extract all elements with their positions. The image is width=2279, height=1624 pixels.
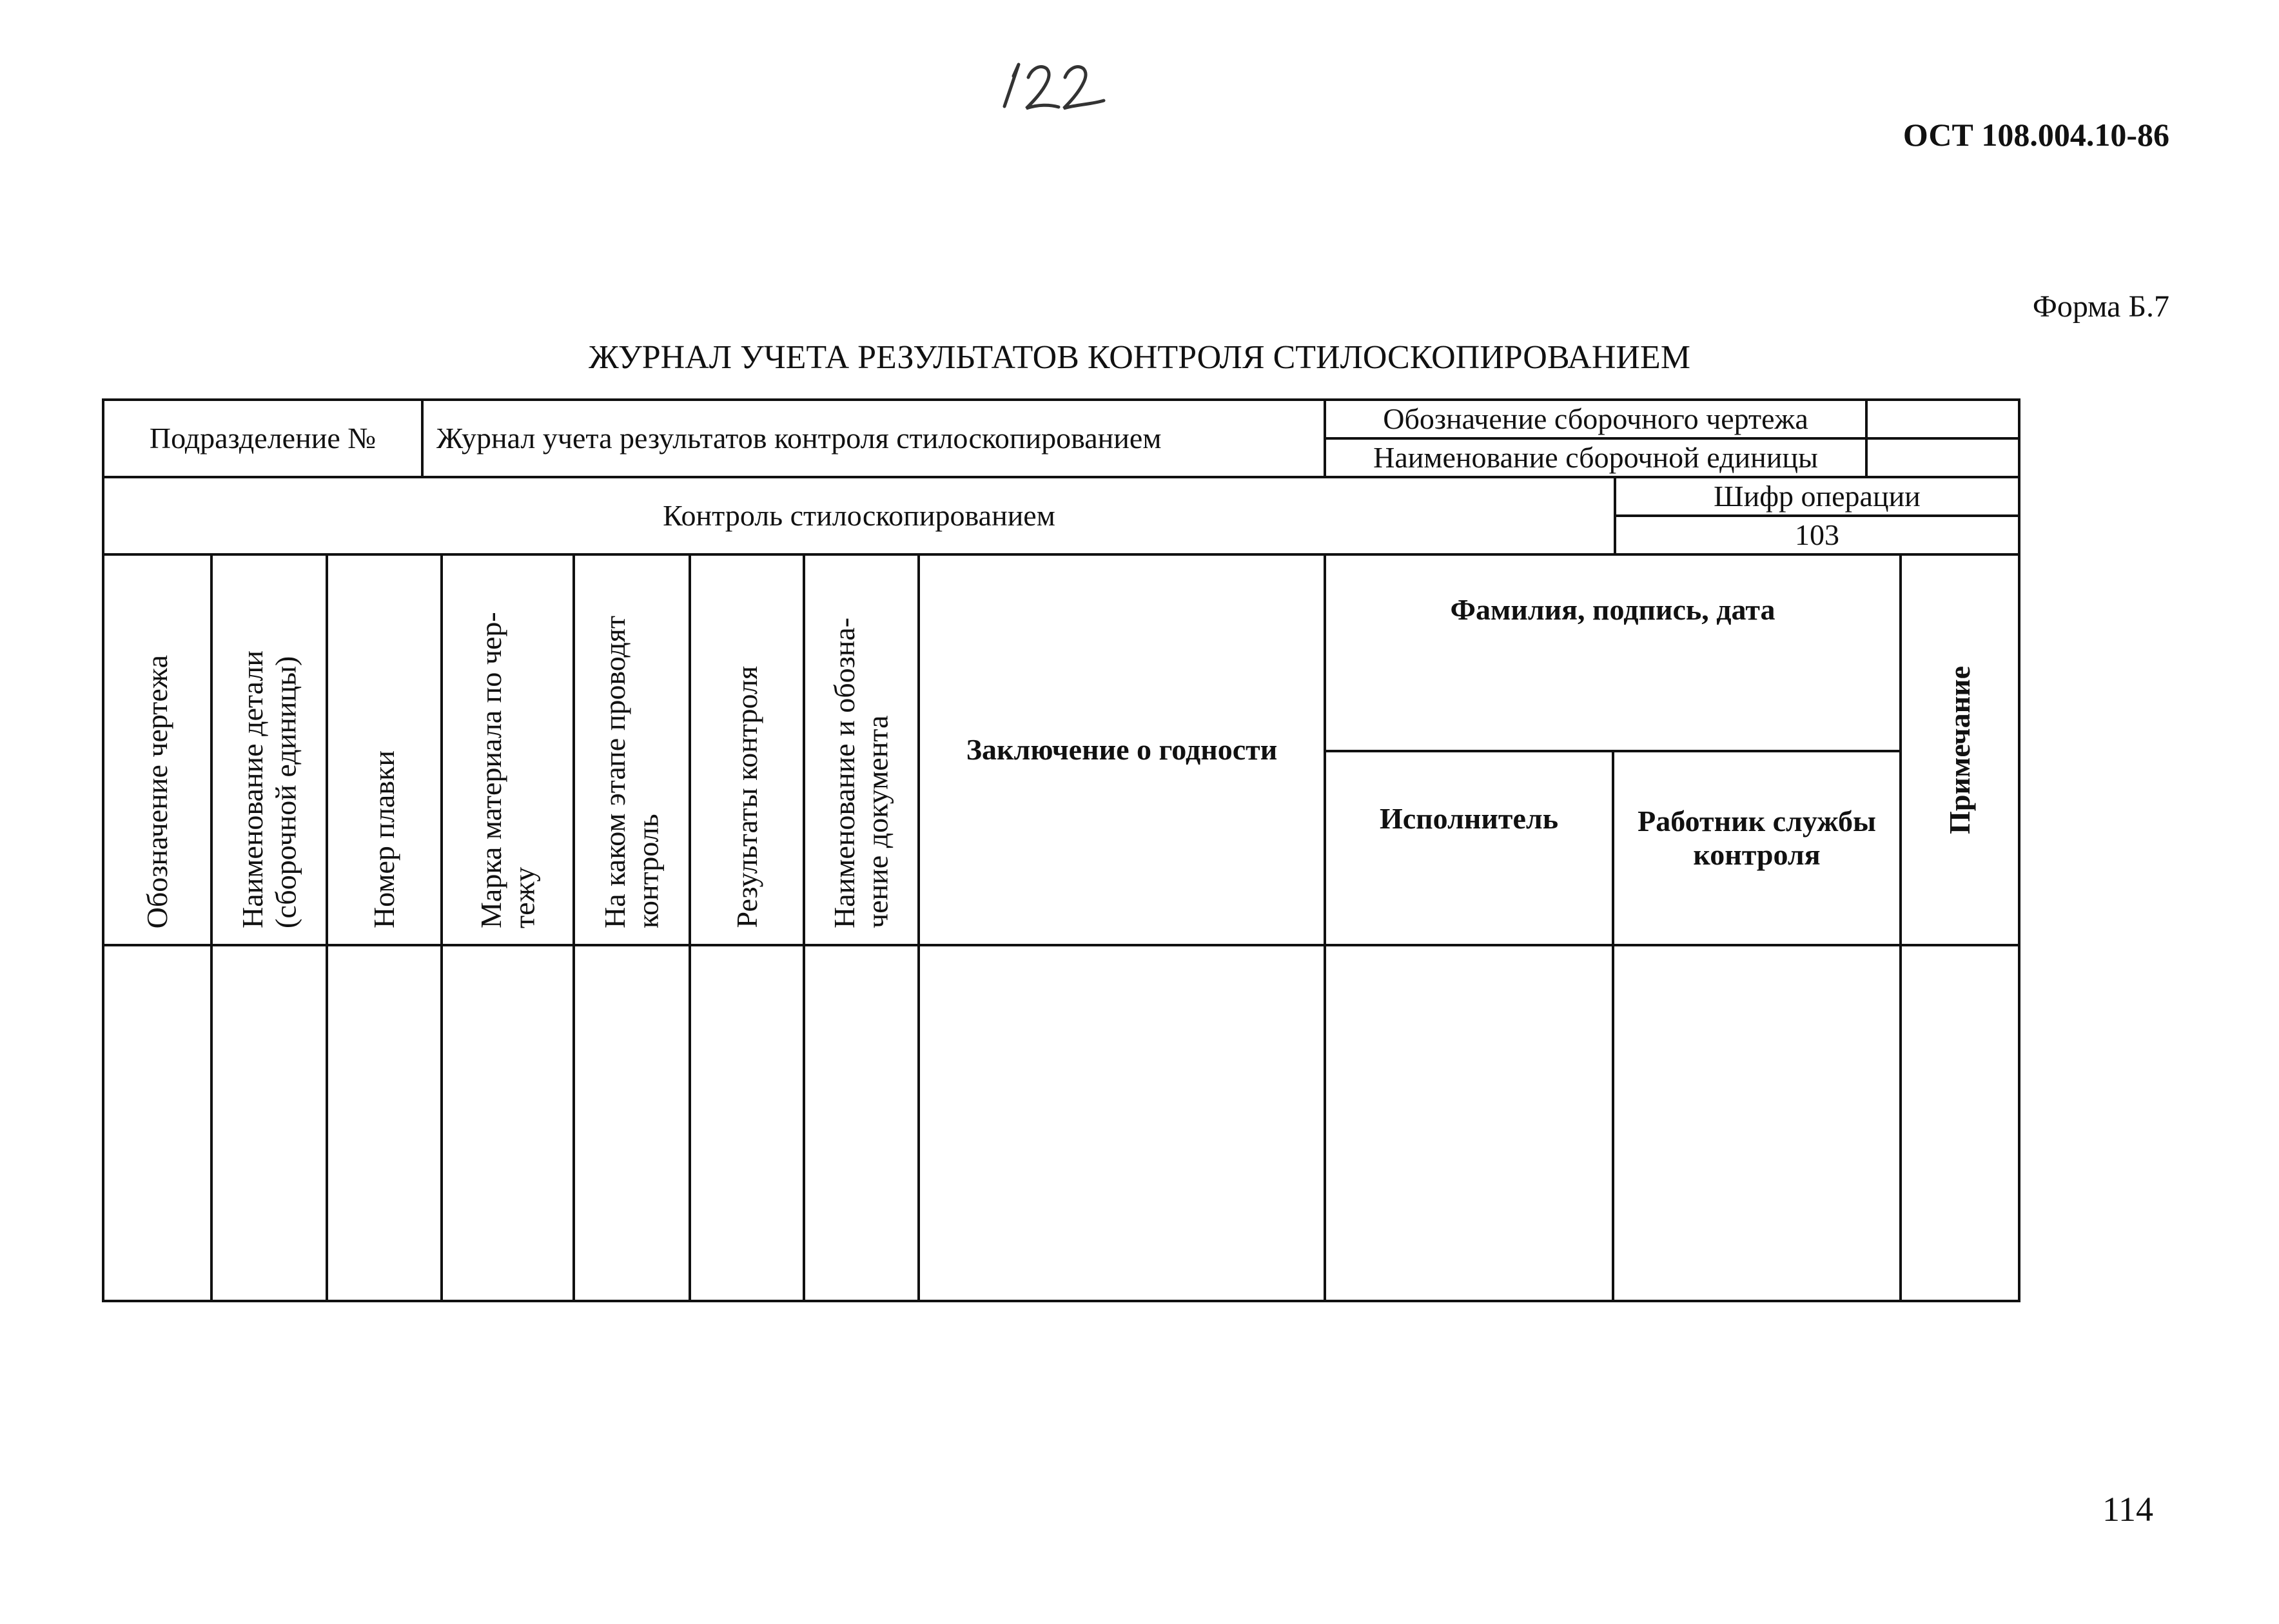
table-cell-inspector[interactable] bbox=[1613, 945, 1901, 1301]
col-melt-number-label: Номер плавки bbox=[367, 750, 401, 928]
col-note bbox=[1901, 554, 2019, 945]
col-control-results bbox=[690, 554, 804, 945]
col-executor-label: Исполнитель bbox=[1379, 802, 1559, 836]
table-cell-suitability-conclusion[interactable] bbox=[919, 945, 1325, 1301]
standard-code: ОСТ 108.004.10-86 bbox=[1902, 117, 2169, 153]
page-number: 114 bbox=[2102, 1490, 2153, 1529]
table-cell-part-name[interactable] bbox=[211, 945, 327, 1301]
operation-code-value: 103 bbox=[1795, 518, 1839, 552]
col-drawing-designation bbox=[103, 554, 211, 945]
table-cell-melt-number[interactable] bbox=[327, 945, 442, 1301]
col-document-name bbox=[804, 554, 919, 945]
col-part-name bbox=[211, 554, 327, 945]
assembly-unit-name-label: Наименование сборочной единицы bbox=[1373, 441, 1818, 474]
col-material-grade bbox=[442, 554, 574, 945]
col-material-grade-label: Марка материала по чер-тежу bbox=[474, 612, 541, 928]
col-inspector-label: Работник службы контроля bbox=[1638, 805, 1876, 871]
operation-code-label: Шифр операции bbox=[1714, 480, 1921, 513]
assembly-drawing-designation-field[interactable] bbox=[1866, 400, 2019, 438]
col-control-stage-label: На каком этапе проводят контроль bbox=[598, 615, 665, 928]
table-cell-material-grade[interactable] bbox=[442, 945, 574, 1301]
col-control-stage bbox=[574, 554, 690, 945]
subdivision-label: Подразделение № bbox=[149, 422, 377, 455]
journal-name: Журнал учета результатов контроля стилоскопированием bbox=[436, 422, 1162, 455]
journal-title: ЖУРНАЛ УЧЕТА РЕЗУЛЬТАТОВ КОНТРОЛЯ СТИЛОСКОПИРОВАНИЕМ bbox=[589, 339, 1690, 376]
col-part-name-label: Наименование детали (сборочной единицы) bbox=[235, 651, 302, 928]
table-cell-document-name[interactable] bbox=[804, 945, 919, 1301]
table-cell-executor[interactable] bbox=[1325, 945, 1613, 1301]
assembly-drawing-designation-label: Обозначение сборочного чертежа bbox=[1383, 402, 1808, 436]
assembly-unit-name-field[interactable] bbox=[1866, 438, 2019, 477]
col-suitability-conclusion-label: Заключение о годности bbox=[966, 733, 1278, 767]
col-melt-number bbox=[327, 554, 442, 945]
control-type: Контроль стилоскопированием bbox=[663, 499, 1055, 533]
col-control-results-label: Результаты контроля bbox=[730, 666, 763, 928]
col-drawing-designation-label: Обозначение чертежа bbox=[141, 654, 174, 928]
col-document-name-label: Наименование и обозна-чение документа bbox=[828, 617, 894, 928]
col-signature-group-label: Фамилия, подпись, дата bbox=[1450, 593, 1775, 626]
form-label: Форма Б.7 bbox=[2032, 289, 2169, 324]
table-cell-control-results[interactable] bbox=[690, 945, 804, 1301]
table-cell-drawing-designation[interactable] bbox=[103, 945, 211, 1301]
table-cell-control-stage[interactable] bbox=[574, 945, 690, 1301]
col-note-label: Примечание bbox=[1943, 665, 1977, 834]
table-cell-note[interactable] bbox=[1901, 945, 2019, 1301]
